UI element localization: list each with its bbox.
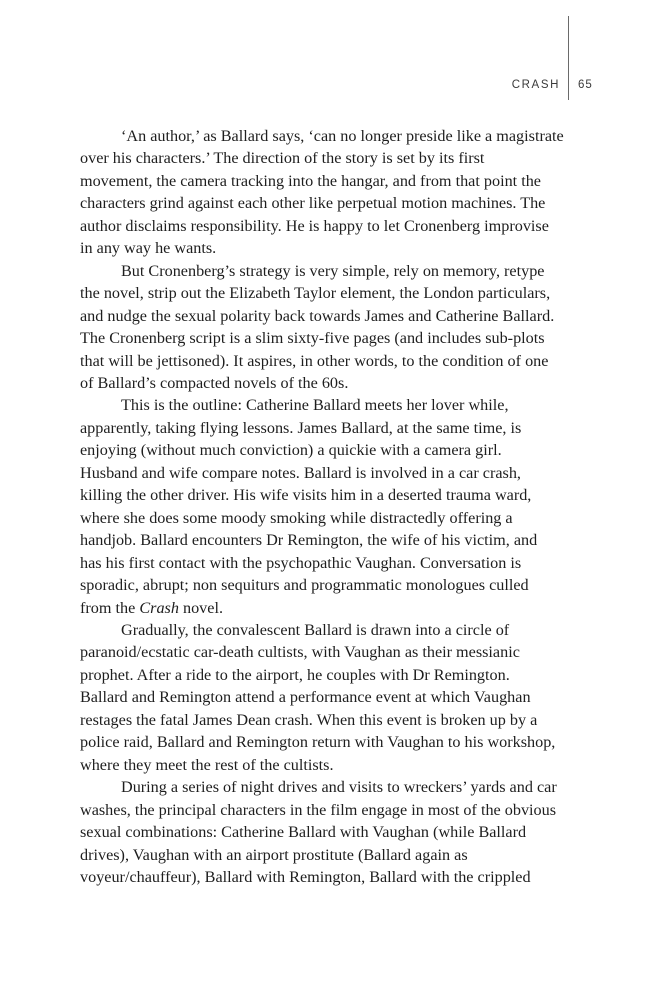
text-line: ‘An author,’ as Ballard says, ‘can no longer preside like a magistrate (121, 127, 564, 145)
text-line: This is the outline: Catherine Ballard meets her lover while, (121, 396, 509, 415)
text-line: But Cronenberg’s strategy is very simple, rely on memory, retype (121, 261, 545, 280)
paragraph (80, 619, 572, 776)
text-line: where they meet the rest of the cultists. (80, 755, 334, 774)
text-line: paranoid/ecstatic car-death cultists, with Vaughan as their messianic (80, 643, 520, 662)
text-line: over his characters.’ The direction of the story is set by its first (80, 149, 485, 168)
text-line: handjob. Ballard encounters Dr Remington, the wife of his victim, and (80, 531, 538, 550)
text-line: the novel, strip out the Elizabeth Taylor element, the London particulars, (80, 284, 551, 303)
text-run: from the (80, 598, 140, 617)
text-line: author disclaims responsibility. He is happy to let Cronenberg improvise (80, 216, 549, 235)
body-text (80, 125, 572, 888)
text-line: The Cronenberg script is a slim sixty-five pages (and includes sub-plots (80, 329, 545, 348)
text-line: killing the other driver. His wife visits him in a deserted trauma ward, (80, 486, 532, 505)
text-line: Ballard and Remington attend a performance event at which Vaughan (80, 688, 531, 707)
text-line: sexual combinations: Catherine Ballard with Vaughan (while Ballard (80, 823, 527, 842)
text-line: where she does some moody smoking while distractedly offering a (80, 508, 513, 527)
text-line: Gradually, the convalescent Ballard is drawn into a circle of (121, 620, 510, 639)
text-line (80, 597, 572, 619)
text-line: police raid, Ballard and Remington return with Vaughan to his workshop, (80, 733, 556, 752)
text-run: novel. (178, 598, 223, 617)
paragraph (80, 125, 572, 260)
text-line: washes, the principal characters in the film engage in most of the obvious (80, 800, 557, 819)
page-number: 65 (578, 79, 593, 91)
text-line: movement, the camera tracking into the hangar, and from that point the (80, 171, 541, 190)
text-line: that will be jettisoned). It aspires, in other words, to the condition of one (80, 351, 549, 370)
text-line: sporadic, abrupt; non sequiturs and programmatic monologues culled (80, 576, 529, 595)
text-line: has his first contact with the psychopathic Vaughan. Conversation is (80, 553, 522, 572)
paragraph (80, 260, 572, 395)
text-line: in any way he wants. (80, 239, 217, 258)
running-title: CRASH (511, 79, 560, 91)
paragraph (80, 394, 572, 619)
text-line: drives), Vaughan with an airport prostitute (Ballard again as (80, 845, 468, 864)
text-line: of Ballard’s compacted novels of the 60s. (80, 373, 349, 392)
text-line: Husband and wife compare notes. Ballard is involved in a car crash, (80, 463, 521, 482)
text-line: and nudge the sexual polarity back towards James and Catherine Ballard. (80, 306, 555, 325)
text-line: restages the fatal James Dean crash. When this event is broken up by a (80, 710, 538, 729)
text-line: voyeur/chauffeur), Ballard with Remington, Ballard with the crippled (80, 867, 531, 886)
text-line: apparently, taking flying lessons. James Ballard, at the same time, is (80, 418, 522, 437)
paragraph (80, 776, 572, 888)
text-line: prophet. After a ride to the airport, he couples with Dr Remington. (80, 665, 510, 684)
text-line: enjoying (without much conviction) a quickie with a camera girl. (80, 441, 502, 460)
header-rule (568, 16, 569, 100)
book-title: Crash (139, 598, 179, 617)
text-line: characters grind against each other like perpetual motion machines. The (80, 194, 546, 213)
text-line: During a series of night drives and visits to wreckers’ yards and car (121, 778, 557, 797)
